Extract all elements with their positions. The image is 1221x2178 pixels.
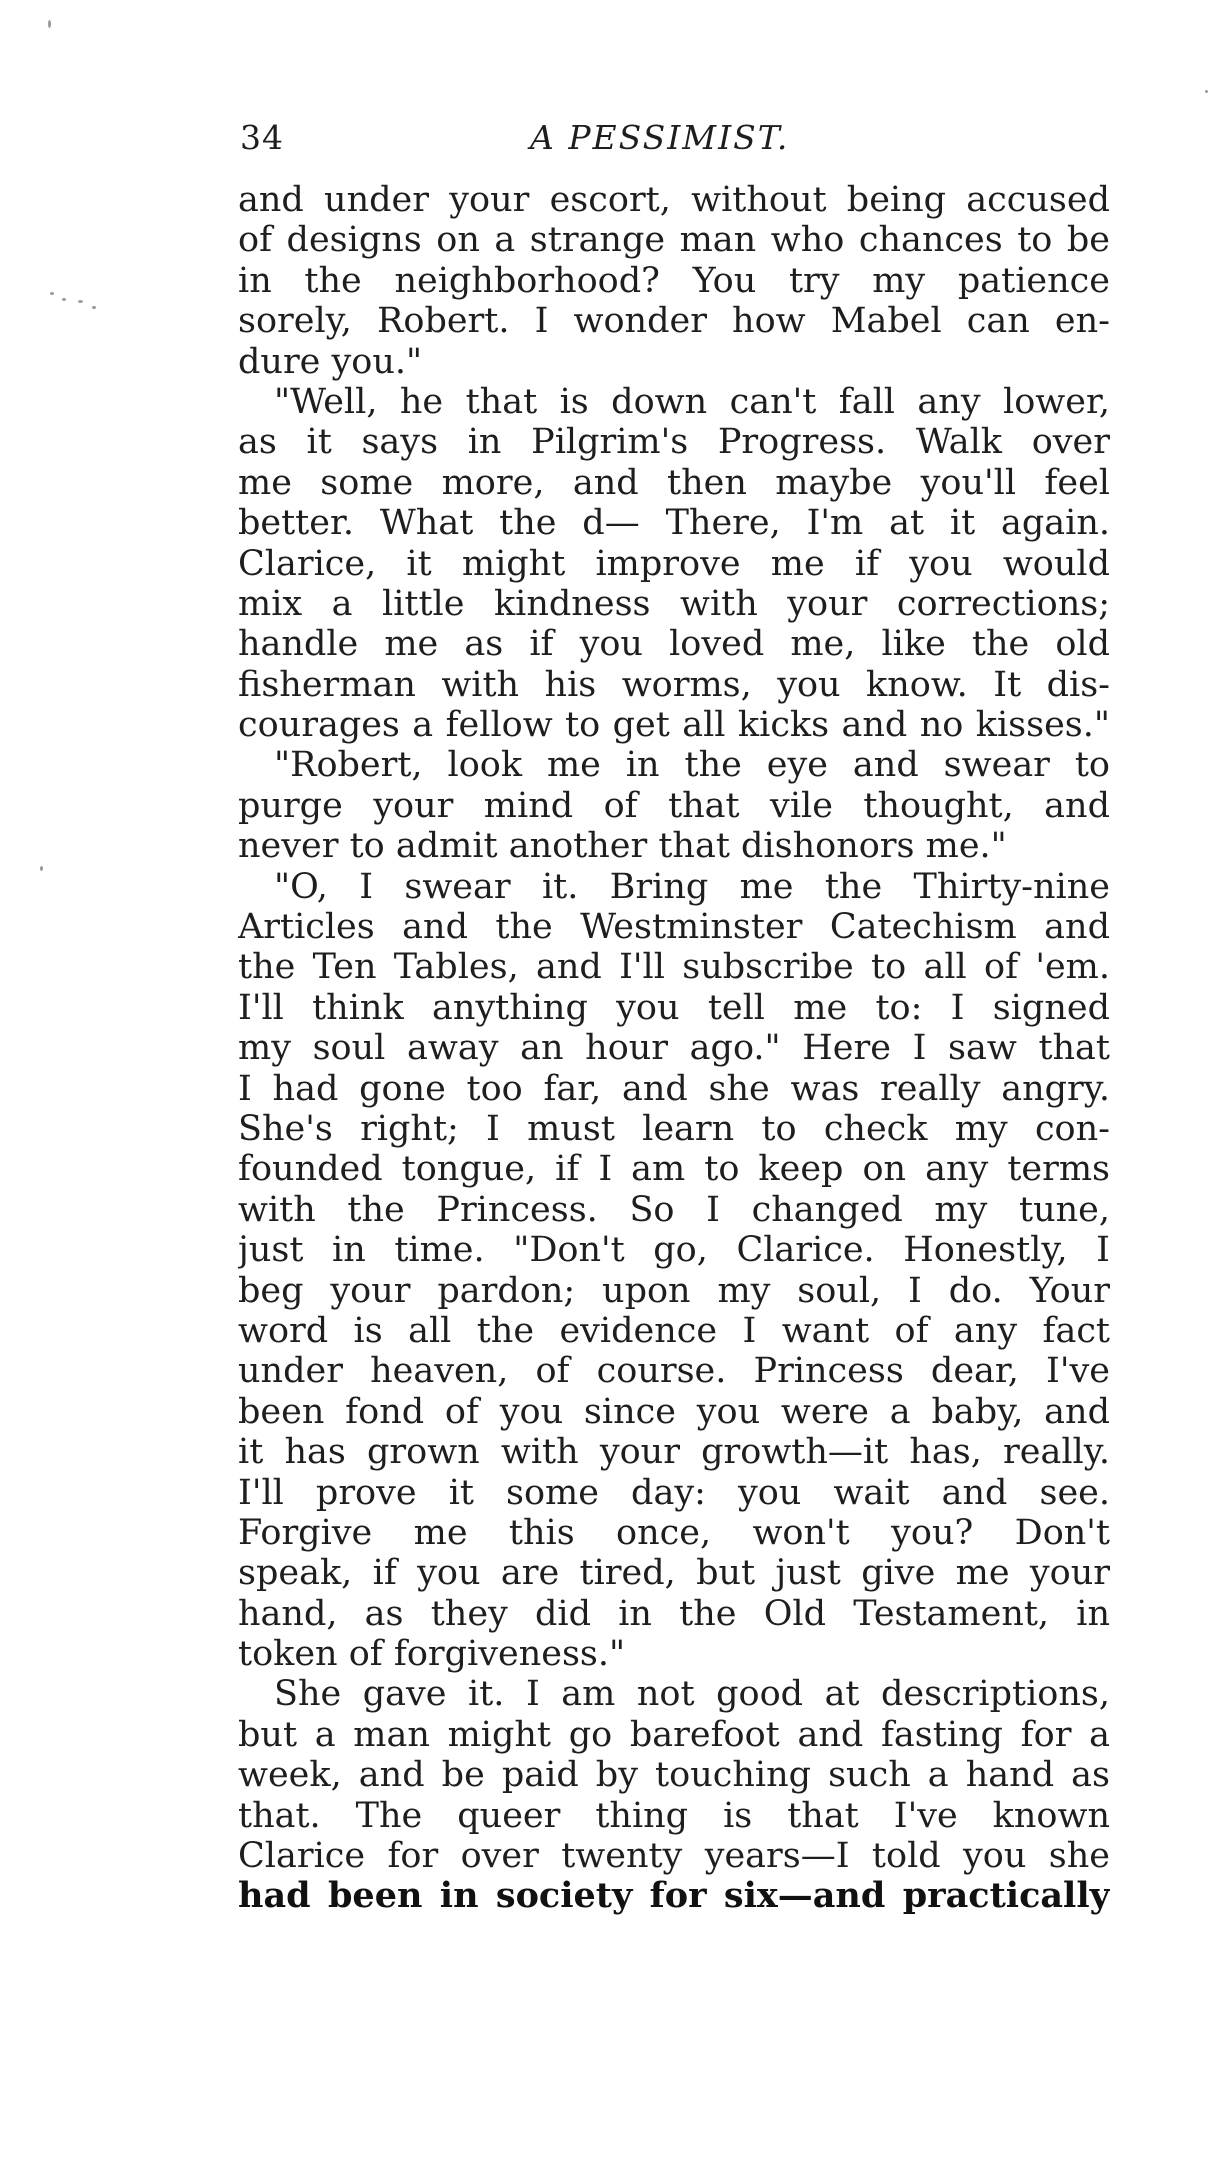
scan-speck xyxy=(92,306,96,309)
text-line: token of forgiveness." xyxy=(238,1634,626,1675)
scan-speck xyxy=(48,20,51,28)
text-line: the Ten Tables, and I'll subscribe to all of 'em. xyxy=(238,947,1110,988)
text-line: Clarice for over twenty years—I told you she xyxy=(238,1836,1110,1877)
text-line: sorely, Robert. I wonder how Mabel can en- xyxy=(238,301,1110,342)
text-line: me some more, and then maybe you'll feel xyxy=(238,462,1110,503)
scan-speck xyxy=(40,866,43,871)
text-line: but a man might go barefoot and fasting for a xyxy=(238,1714,1110,1755)
text-line: better. What the d— There, I'm at it again. xyxy=(238,503,1110,544)
text-line: speak, if you are tired, but just give me your xyxy=(238,1553,1110,1594)
text-line: under heaven, of course. Princess dear, I've xyxy=(238,1351,1110,1392)
text-line: fisherman with his worms, you know. It dis- xyxy=(238,664,1110,705)
running-title: A PESSIMIST. xyxy=(530,118,790,157)
text-line: my soul away an hour ago." Here I saw that xyxy=(238,1028,1110,1069)
page-header xyxy=(240,118,1120,168)
text-line: mix a little kindness with your corrections; xyxy=(238,583,1110,624)
text-line: hand, as they did in the Old Testament, in xyxy=(238,1593,1110,1634)
text-line: I'll think anything you tell me to: I signed xyxy=(238,987,1110,1028)
text-line: I'll prove it some day: you wait and see. xyxy=(238,1472,1110,1513)
text-line: "O, I swear it. Bring me the Thirty-nine xyxy=(274,866,1110,907)
text-line: Articles and the Westminster Catechism and xyxy=(238,907,1110,948)
text-line: as it says in Pilgrim's Progress. Walk over xyxy=(238,422,1110,463)
text-line: "Well, he that is down can't fall any lower, xyxy=(274,381,1110,422)
text-line: and under your escort, without being accused xyxy=(238,180,1110,220)
text-line: handle me as if you loved me, like the old xyxy=(238,624,1110,665)
text-line: She's right; I must learn to check my con- xyxy=(238,1108,1110,1149)
text-line: had been in society for six—and practically xyxy=(238,1876,1110,1917)
text-line: "Robert, look me in the eye and swear to xyxy=(274,745,1110,786)
text-line: with the Princess. So I changed my tune, xyxy=(238,1189,1110,1230)
text-line: dure you." xyxy=(238,341,423,382)
text-line: word is all the evidence I want of any fact xyxy=(238,1310,1110,1351)
text-line: it has grown with your growth—it has, really. xyxy=(238,1432,1110,1473)
scan-speck xyxy=(78,300,83,303)
scan-speck xyxy=(50,292,54,295)
text-line: never to admit another that dishonors me." xyxy=(238,826,1007,867)
page-number: 34 xyxy=(240,118,284,157)
text-line: week, and be paid by touching such a hand as xyxy=(238,1755,1110,1796)
scan-speck xyxy=(62,298,66,301)
text-line: purge your mind of that vile thought, and xyxy=(238,785,1110,826)
text-line: founded tongue, if I am to keep on any terms xyxy=(238,1149,1110,1190)
text-line: in the neighborhood? You try my patience xyxy=(238,260,1110,301)
body-text xyxy=(238,180,1110,1917)
text-line: I had gone too far, and she was really angry. xyxy=(238,1068,1110,1109)
text-line: just in time. "Don't go, Clarice. Honestly, I xyxy=(238,1230,1110,1271)
scan-speck xyxy=(1205,90,1208,93)
text-line: of designs on a strange man who chances to be xyxy=(238,220,1110,261)
text-line: that. The queer thing is that I've known xyxy=(238,1795,1110,1836)
text-line: Clarice, it might improve me if you would xyxy=(238,543,1110,584)
text-line: She gave it. I am not good at descriptions, xyxy=(274,1674,1110,1715)
text-line: courages a fellow to get all kicks and no kisses." xyxy=(238,705,1110,746)
text-line: Forgive me this once, won't you? Don't xyxy=(238,1512,1110,1553)
text-line: been fond of you since you were a baby, and xyxy=(238,1391,1110,1432)
text-line: beg your pardon; upon my soul, I do. Your xyxy=(238,1270,1110,1311)
